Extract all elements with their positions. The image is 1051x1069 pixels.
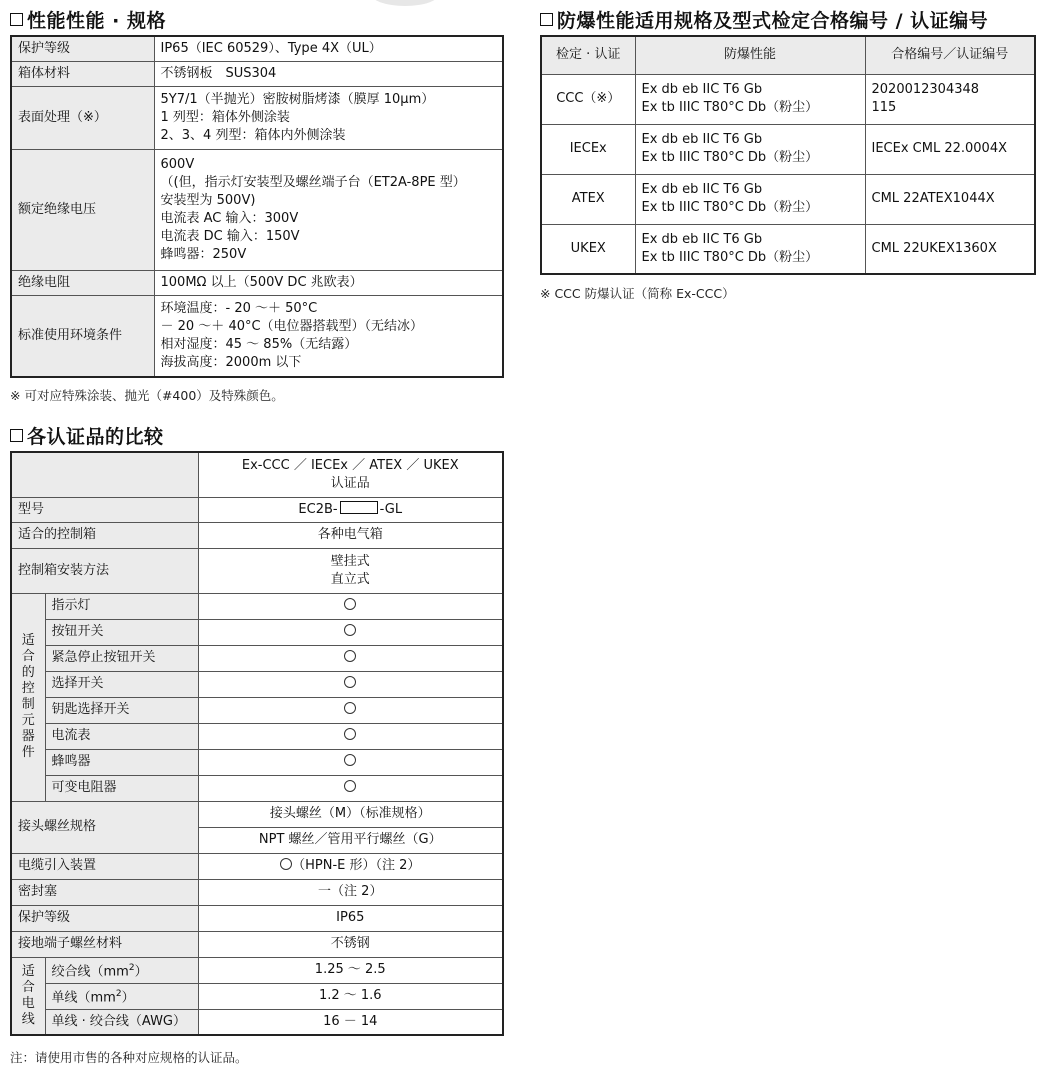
table-row: UKEX Ex db eb IIC T6 Gb Ex tb IIIC T80°C Db（粉尘） CML 22UKEX1360X: [541, 224, 1035, 274]
environment-values: 环境温度：- 20 ～＋ 50°C － 20 ～＋ 40°C（电位器搭载型）（无结冰） 相对湿度：45 ～ 85%（无结露） 海拔高度：2000m 以下: [154, 295, 503, 377]
table-row: 适 合 的 控 制 元 器 件 指示灯: [11, 593, 503, 619]
table-row: 紧急停止按钮开关: [11, 645, 503, 671]
table-row: 适 合 电 线 绞合线$(mm^2)$ 1.25 ～ 2.5: [11, 957, 503, 983]
checkbox-bullet-icon: [10, 13, 23, 26]
checkbox-bullet-icon: [10, 429, 23, 442]
explosion-note: ※ CCC 防爆认证（简称 Ex-CCC）: [540, 286, 735, 301]
table-row: 保护等级 IP65（IEC 60529）、Type 4X（UL）: [11, 36, 503, 61]
table-row: 箱体材料 不锈钢板 SUS304: [11, 61, 503, 86]
model-value: EC2B- -GL: [198, 497, 503, 522]
table-row: 按钮开关: [11, 619, 503, 645]
table-row: 电缆引入装置 （HPN-E 形）（注 2）: [11, 853, 503, 879]
table-row: 型号 EC2B- -GL: [11, 497, 503, 522]
wire-label: 绞合线$(mm^2)$: [45, 957, 198, 983]
table-row: 表面处理（※） 5Y7/1（半抛光）密胺树脂烤漆（膜厚 10μm） 1 列型：箱体外侧涂装 2、3、4 列型：箱体内外侧涂装: [11, 86, 503, 149]
table-row: ATEX Ex db eb IIC T6 Gb Ex tb IIIC T80°C Db（粉尘） CML 22ATEX1044X: [541, 174, 1035, 224]
table-row: 接地端子螺丝材料 不锈钢: [11, 931, 503, 957]
circle-mark-icon: [344, 598, 356, 610]
table-row: 可变电阻器: [11, 775, 503, 801]
table-row: 蜂鸣器: [11, 749, 503, 775]
checkbox-bullet-icon: [540, 13, 553, 26]
voltage-values: 600V （(但，指示灯安装型及螺丝端子台（ET2A-8PE 型） 安装型为 500V) 电流表 AC 输入：300V 电流表 DC 输入：150V 蜂鸣器：250V: [154, 149, 503, 270]
circle-mark-icon: [344, 650, 356, 662]
compare-note: 注：请使用市售的各种对应规格的认证品。: [10, 1050, 248, 1065]
mount-values: 壁挂式 直立式: [198, 548, 503, 593]
decorative-shape: [370, 0, 440, 6]
circle-mark-icon: [344, 702, 356, 714]
circle-mark-icon: [280, 858, 292, 870]
surface-values: 5Y7/1（半抛光）密胺树脂烤漆（膜厚 10μm） 1 列型：箱体外侧涂装 2、3、4 列型：箱体内外侧涂装: [154, 86, 503, 149]
table-row: 密封塞 一（注 2）: [11, 879, 503, 905]
wire-group-label: 适 合 电 线: [11, 957, 45, 1035]
circle-mark-icon: [344, 754, 356, 766]
table-row: 绝缘电阻 100MΩ 以上（500V DC 兆欧表）: [11, 270, 503, 295]
table-row: 单线 · 绞合线（AWG） 16 － 14: [11, 1009, 503, 1035]
table-row: [11, 452, 503, 497]
cable-value: （HPN-E 形）（注 2）: [198, 853, 503, 879]
compare-header: Ex-CCC ／ IECEx ／ ATEX ／ UKEX 认证品: [198, 452, 503, 497]
table-row: 钥匙选择开关: [11, 697, 503, 723]
wire-label: 单线$(mm^2)$: [45, 983, 198, 1009]
compare-table: [10, 451, 504, 1036]
table-row: 额定绝缘电压 600V （(但，指示灯安装型及螺丝端子台（ET2A-8PE 型） 安装型为 500V) 电流表 AC 输入：300V 电流表 DC 输入：150V 蜂鸣器：250V: [11, 149, 503, 270]
spec-note: ※ 可对应特殊涂装、抛光（#400）及特殊颜色。: [10, 388, 284, 403]
model-code-blank: [340, 501, 378, 514]
table-row: CCC（※） Ex db eb IIC T6 Gb Ex tb IIIC T80°C Db（粉尘） 2020012304348 115: [541, 74, 1035, 124]
explosion-section-title: 防爆性能适用规格及型式检定合格编号 / 认证编号: [540, 6, 988, 33]
circle-mark-icon: [344, 676, 356, 688]
wire-label: 单线 · 绞合线（AWG）: [45, 1009, 198, 1035]
spec-section-title: 性能性能 · 规格: [10, 6, 166, 33]
explosion-table: [540, 35, 1036, 275]
table-row: 控制箱安装方法 壁挂式 直立式: [11, 548, 503, 593]
table-row: 选择开关: [11, 671, 503, 697]
component-group-label: 适 合 的 控 制 元 器 件: [11, 593, 45, 801]
table-row: IECEx Ex db eb IIC T6 Gb Ex tb IIIC T80°C Db（粉尘） IECEx CML 22.0004X: [541, 124, 1035, 174]
table-header-row: 检定 · 认证 防爆性能 合格编号／认证编号: [541, 36, 1035, 74]
table-row: 保护等级 IP65: [11, 905, 503, 931]
compare-section-title: 各认证品的比较: [10, 422, 164, 449]
table-row: 单线$(mm^2)$ 1.2 ～ 1.6: [11, 983, 503, 1009]
spec-table: [10, 35, 504, 378]
circle-mark-icon: [344, 780, 356, 792]
table-row: 标准使用环境条件 环境温度：- 20 ～＋ 50°C － 20 ～＋ 40°C（电位器搭载型）（无结冰） 相对湿度：45 ～ 85%（无结露） 海拔高度：2000m 以下: [11, 295, 503, 377]
table-row: 适合的控制箱 各种电气箱: [11, 522, 503, 548]
circle-mark-icon: [344, 624, 356, 636]
table-row: 接头螺丝规格 接头螺丝（M）（标准规格）: [11, 801, 503, 827]
table-row: NPT 螺丝／管用平行螺丝（G）: [11, 827, 503, 853]
circle-mark-icon: [344, 728, 356, 740]
table-row: 电流表: [11, 723, 503, 749]
